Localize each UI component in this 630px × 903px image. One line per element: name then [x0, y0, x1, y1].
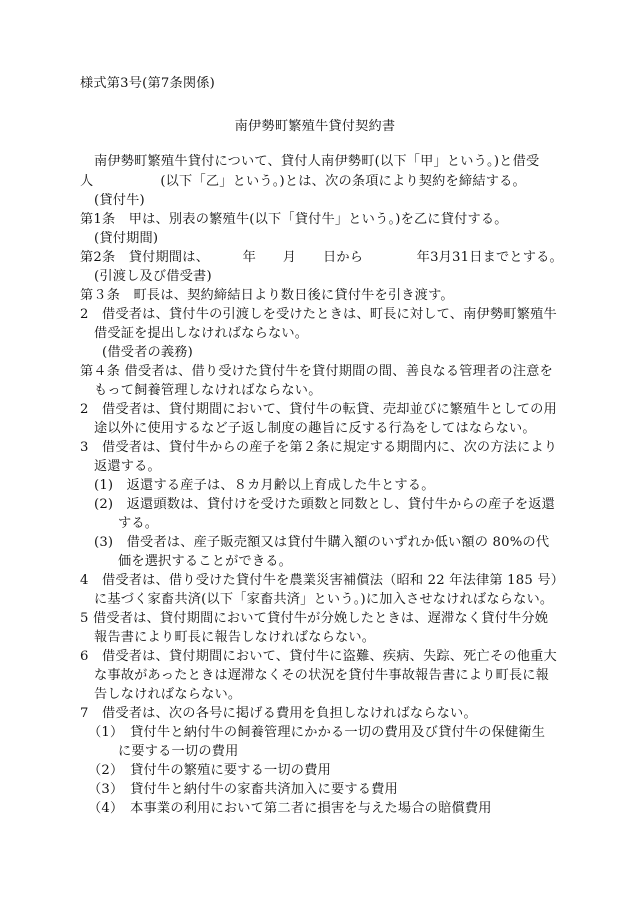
article-text: 6 借受者は、貸付期間において、貸付牛に盗難、疾病、失踪、死亡その他重大 — [80, 649, 557, 664]
article-text: 7 借受者は、次の各号に掲げる費用を負担しなければならない。 — [80, 706, 477, 721]
article-text: (2) 返還頭数は、貸付けを受けた頭数と同数とし、貸付牛からの産子を返還 — [94, 497, 556, 512]
article-heading: (貸付期間) — [94, 231, 159, 246]
article-text: （1） 貸付牛と納付牛の飼養管理にかかる一切の費用及び貸付牛の保健衛生 — [88, 725, 546, 740]
article-text: （2） 貸付牛の繁殖に要する一切の費用 — [88, 763, 331, 778]
article-text: 途以外に使用するなど子返し制度の趣旨に反する行為をしてはならない。 — [94, 421, 536, 436]
article-text: もって飼養管理しなければならない。 — [94, 383, 322, 398]
preamble-line: 南伊勢町繁殖牛貸付について、貸付人南伊勢町(以下「甲」という。)と借受 — [94, 154, 540, 169]
article-text: 借受証を提出しなければならない。 — [94, 326, 309, 341]
document-title: 南伊勢町繁殖牛貸付契約書 — [234, 119, 396, 134]
article-text: (1) 返還する産子は、８カ月齢以上育成した牛とする。 — [94, 478, 435, 493]
article-text: 第2条 貸付期間は、 年 月 日から 年3月31日までとする。 — [80, 250, 563, 265]
article-text: 2 借受者は、貸付牛の引渡しを受けたときは、町長に対して、南伊勢町繁殖牛 — [80, 307, 557, 322]
article-text: 5 借受者は、貸付期間において貸付牛が分娩したときは、遅滞なく貸付牛分娩 — [80, 611, 549, 626]
article-text: 第1条 甲は、別表の繁殖牛(以下「貸付牛」という。)を乙に貸付する。 — [80, 212, 508, 227]
article-text: 告しなければならない。 — [94, 687, 242, 702]
article-heading: (借受者の義務) — [102, 345, 194, 360]
article-text: 3 借受者は、貸付牛からの産子を第２条に規定する期間内に、次の方法により — [80, 440, 558, 455]
article-text: に要する一切の費用 — [118, 744, 239, 759]
article-text: 第４条 借受者は、借り受けた貸付牛を貸付期間の間、善良なる管理者の注意を — [80, 364, 553, 379]
article-text: 返還する。 — [94, 459, 161, 474]
article-heading: (引渡し及び借受書) — [94, 269, 212, 284]
article-text: （3） 貸付牛と納付牛の家畜共済加入に要する費用 — [88, 782, 398, 797]
article-heading: (貸付牛) — [94, 193, 145, 208]
article-text: な事故があったときは遅滞なくその状況を貸付牛事故報告書により町長に報 — [94, 668, 550, 683]
article-text: (3) 借受者は、産子販売額又は貸付牛購入額のいずれか低い額の 80%の代 — [94, 535, 550, 550]
article-text: （4） 本事業の利用において第二者に損害を与えた場合の賠償費用 — [88, 801, 492, 816]
article-text: する。 — [118, 516, 159, 531]
article-text: 価を選択することができる。 — [118, 554, 293, 569]
form-number: 様式第3号(第7条関係) — [80, 76, 215, 91]
article-text: 第３条 町長は、契約締結日より数日後に貸付牛を引き渡す。 — [80, 288, 454, 303]
article-text: に基づく家畜共済(以下「家畜共済」という。)に加入させなければならない。 — [94, 592, 554, 607]
article-text: 報告書により町長に報告しなければならない。 — [94, 630, 376, 645]
preamble-line: 人 (以下「乙」という。)とは、次の条項により契約を締結する。 — [80, 174, 526, 189]
article-text: 2 借受者は、貸付期間において、貸付牛の転貸、売却並びに繁殖牛としての用 — [80, 402, 557, 417]
article-text: 4 借受者は、借り受けた貸付牛を農業災害補償法（昭和 22 年法律第 185 号） — [80, 573, 565, 588]
